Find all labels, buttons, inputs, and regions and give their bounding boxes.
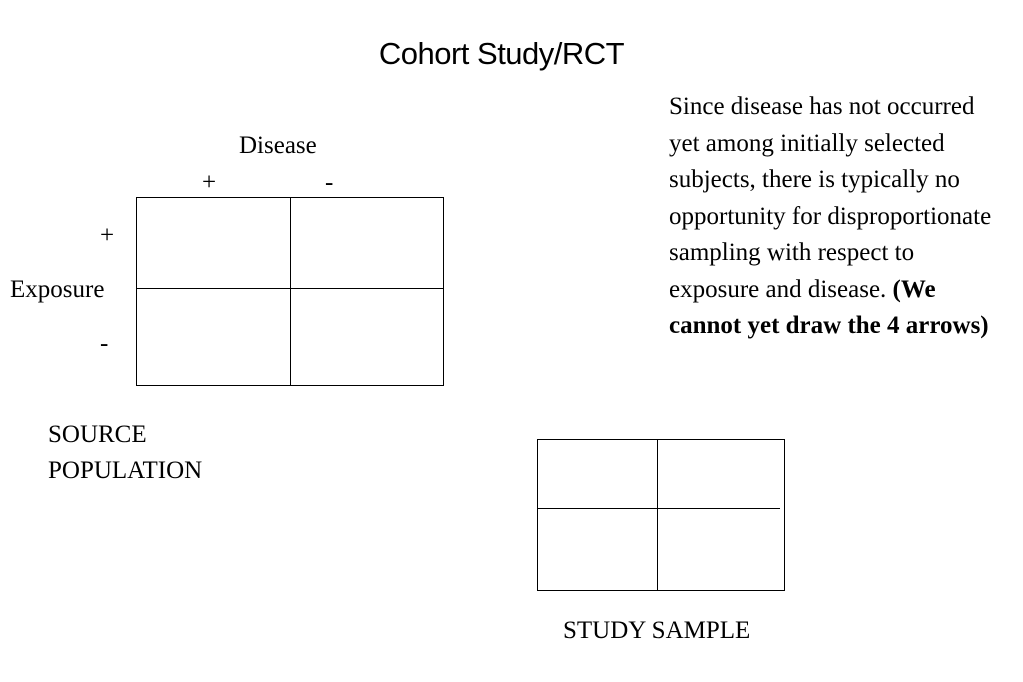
study-cell-unexposed-nondiseased: [657, 508, 784, 590]
study-sample-caption: STUDY SAMPLE: [563, 617, 751, 644]
disease-plus-label: +: [202, 169, 217, 196]
study-cell-exposed-nondiseased: [657, 440, 784, 508]
source-cell-unexposed-nondiseased: [290, 288, 443, 385]
source-cell-exposed-diseased: [137, 198, 290, 288]
disease-minus-label: -: [325, 169, 334, 196]
source-table-vertical-divider: [290, 198, 291, 385]
explanation-bold-note: (We cannot yet draw the 4 arrows): [669, 275, 989, 339]
source-population-table: [136, 197, 444, 386]
explanation-body: Since disease has not occurred yet among initially selected subjects, there is typically no opportunity for disproportionate sampling with respect to exposure and disease.: [669, 93, 992, 303]
exposure-minus-label: -: [100, 330, 109, 357]
study-table-horizontal-divider: [538, 508, 780, 509]
exposure-plus-label: +: [100, 222, 115, 249]
explanation-text: [669, 89, 999, 345]
source-population-caption-line2: POPULATION: [48, 457, 203, 484]
source-table-horizontal-divider: [137, 288, 443, 289]
source-cell-unexposed-diseased: [137, 288, 290, 385]
source-population-caption-line1: SOURCE: [48, 421, 147, 448]
source-cell-exposed-nondiseased: [290, 198, 443, 288]
study-cell-exposed-diseased: [538, 440, 657, 508]
study-cell-unexposed-diseased: [538, 508, 657, 590]
exposure-row-header: Exposure: [10, 276, 105, 303]
disease-column-header: Disease: [239, 132, 317, 159]
study-table-vertical-divider: [657, 440, 658, 590]
study-sample-table: [537, 439, 785, 591]
slide-title: Cohort Study/RCT: [378, 36, 625, 71]
